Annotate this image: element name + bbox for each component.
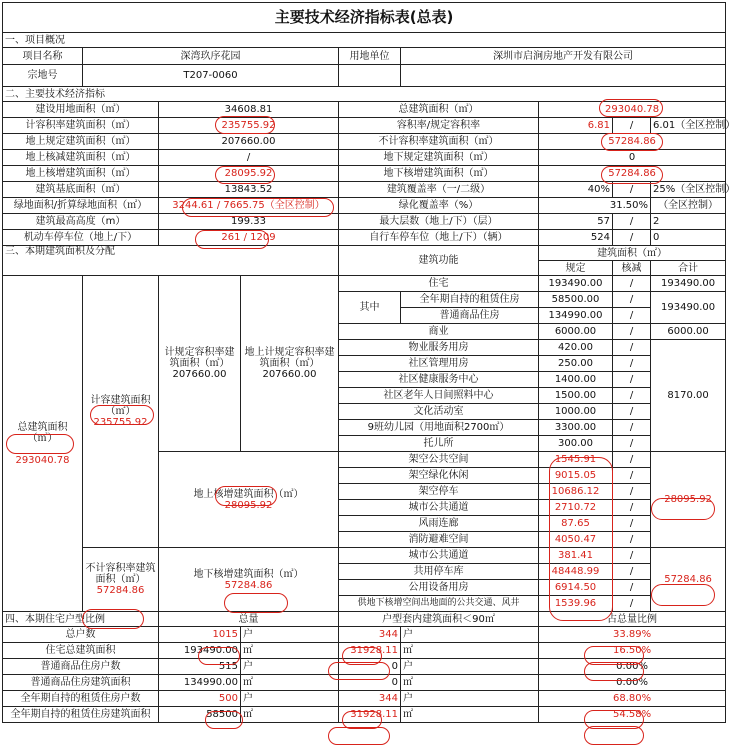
func-plan: 3300.00 — [539, 420, 613, 436]
bonus-below-value: 57284.86 — [224, 579, 273, 591]
unit-total-unit: 户 — [241, 691, 339, 707]
area-header: 建筑面积（㎡） — [539, 246, 726, 261]
unit-small: 344 — [339, 691, 401, 707]
func-plan: 6914.50 — [539, 580, 613, 596]
col-total: 合计 — [651, 261, 726, 276]
far-limit: 6.01（全区控制） — [651, 118, 726, 134]
func-name: 供地下核增空间出地面的公共交通、风井 — [339, 596, 539, 612]
func-reduce: / — [613, 404, 651, 420]
unit-ratio: 16.50% — [539, 643, 726, 659]
func-total: 28095.92 — [651, 452, 726, 548]
indicator-label: 最大层数（地上/下）（层） — [339, 214, 539, 230]
bonus-above-label: 地上核增建筑面积（㎡） — [193, 488, 304, 500]
total-area-value: 293040.78 — [15, 454, 70, 466]
func-plan: 381.41 — [539, 548, 613, 564]
func-plan: 48448.99 — [539, 564, 613, 580]
func-name: 托儿所 — [339, 436, 539, 452]
unit-total-unit: ㎡ — [241, 643, 339, 659]
indicator-label: 建设用地面积（㎡） — [3, 102, 159, 118]
indicator-value: 261 / 1209 — [159, 230, 339, 246]
plan-fa-label: 计规定容积率建筑面积（㎡） — [164, 347, 235, 369]
func-reduce: / — [613, 420, 651, 436]
func-name: 城市公共通道 — [339, 548, 539, 564]
func-plan: 2710.72 — [539, 500, 613, 516]
func-total: 57284.86 — [651, 548, 726, 612]
indicator-table — [2, 2, 735, 723]
unit-total-unit: ㎡ — [241, 675, 339, 691]
unit-small-unit: ㎡ — [401, 643, 539, 659]
func-plan: 1500.00 — [539, 388, 613, 404]
project-name: 深湾玖序花园 — [83, 48, 339, 65]
col-plan: 规定 — [539, 261, 613, 276]
indicator-label: 自行车停车位（地上/下）（辆） — [339, 230, 539, 246]
func-name: 物业服务用房 — [339, 340, 539, 356]
func-name: 架空公共空间 — [339, 452, 539, 468]
unit-small: 31928.11 — [339, 707, 401, 723]
unit-small: 0 — [339, 675, 401, 691]
land-user: 深圳市启涧房地产开发有限公司 — [401, 48, 726, 65]
indicator-label: 容积率/规定容积率 — [339, 118, 539, 134]
indicator-label: 不计容积率建筑面积（㎡） — [339, 134, 539, 150]
func-name: 消防避难空间 — [339, 532, 539, 548]
func-reduce: / — [613, 484, 651, 500]
total-area-label: 总建筑面积（㎡） — [17, 421, 68, 444]
parcel-label: 宗地号 — [3, 65, 83, 87]
coverage-sep: / — [613, 182, 651, 198]
indicator-label: 建筑基底面积（㎡） — [3, 182, 159, 198]
unit-small-unit: 户 — [401, 659, 539, 675]
func-total: 6000.00 — [651, 324, 726, 340]
func-total: 8170.00 — [651, 340, 726, 452]
func-plan: 1400.00 — [539, 372, 613, 388]
green-limit: （全区控制） — [651, 198, 726, 214]
section-overview: 一、项目概况 — [3, 33, 726, 48]
unit-total: 515 — [159, 659, 241, 675]
indicator-value: 235755.92 — [159, 118, 339, 134]
indicator-label: 地上核减建筑面积（㎡） — [3, 150, 159, 166]
table-title: 主要技术经济指标表(总表) — [3, 3, 726, 33]
func-name: 9班幼儿园（用地面积2700㎡） — [339, 420, 539, 436]
func-plan: 134990.00 — [539, 308, 613, 324]
func-header: 建筑功能 — [339, 246, 539, 276]
func-reduce: / — [613, 452, 651, 468]
indicator-label: 建筑覆盖率（一/二级） — [339, 182, 539, 198]
func-name: 架空绿化休闲 — [339, 468, 539, 484]
project-name-label: 项目名称 — [3, 48, 83, 65]
indicator-label: 计容积率建筑面积（㎡） — [3, 118, 159, 134]
highlight-oval — [328, 727, 390, 745]
unit-total-unit: 户 — [241, 627, 339, 643]
func-reduce: / — [613, 340, 651, 356]
func-name: 普通商品住房 — [401, 308, 539, 324]
indicator-label: 地下核增建筑面积（㎡） — [339, 166, 539, 182]
func-reduce: / — [613, 532, 651, 548]
unit-total-unit: 户 — [241, 659, 339, 675]
bike-sep: / — [613, 230, 651, 246]
func-reduce: / — [613, 372, 651, 388]
func-plan: 58500.00 — [539, 292, 613, 308]
unit-ratio: 54.58% — [539, 707, 726, 723]
func-plan: 10686.12 — [539, 484, 613, 500]
far-value: 6.81 — [539, 118, 613, 134]
func-total: 193490.00 — [651, 276, 726, 292]
fa-value: 235755.92 — [93, 417, 148, 428]
unit-total: 1015 — [159, 627, 241, 643]
indicator-label: 总建筑面积（㎡） — [339, 102, 539, 118]
func-total: 193490.00 — [651, 292, 726, 324]
unit-total: 193490.00 — [159, 643, 241, 659]
func-plan: 1539.96 — [539, 596, 613, 612]
unit-row-name: 总户数 — [3, 627, 159, 643]
unit-small-unit: 户 — [401, 627, 539, 643]
bonus-above-value: 28095.92 — [224, 499, 273, 511]
func-reduce: / — [613, 564, 651, 580]
above-label: 地上计规定容积率建筑面积（㎡） — [244, 347, 335, 369]
nonfa-value: 57284.86 — [96, 585, 145, 596]
bike-above: 524 — [539, 230, 613, 246]
indicator-label: 地上规定建筑面积（㎡） — [3, 134, 159, 150]
nonfa-label: 不计容积率建筑面积（㎡） — [85, 563, 156, 585]
indicator-label: 绿地面积/折算绿地面积（㎡） — [3, 198, 159, 214]
indicator-value: 207660.00 — [159, 134, 339, 150]
unit-total: 134990.00 — [159, 675, 241, 691]
func-name: 共用停车库 — [339, 564, 539, 580]
unit-row-name: 全年期自持的租赁住房建筑面积 — [3, 707, 159, 723]
func-plan: 1000.00 — [539, 404, 613, 420]
indicator-label: 机动车停车位（地上/下） — [3, 230, 159, 246]
highlight-oval — [584, 726, 644, 745]
qizhong-label: 其中 — [339, 292, 401, 324]
unit-small: 344 — [339, 627, 401, 643]
land-user-label: 用地单位 — [339, 48, 401, 65]
indicator-value: 34608.81 — [159, 102, 339, 118]
func-plan: 250.00 — [539, 356, 613, 372]
func-name: 架空停车 — [339, 484, 539, 500]
indicator-value: 199.33 — [159, 214, 339, 230]
unit-total-unit: ㎡ — [241, 707, 339, 723]
indicator-value: 57284.86 — [539, 166, 726, 182]
unit-ratio: 33.89% — [539, 627, 726, 643]
func-reduce: / — [613, 468, 651, 484]
indicator-label: 地下规定建筑面积（㎡） — [339, 150, 539, 166]
indicator-label: 建筑最高高度（m） — [3, 214, 159, 230]
func-plan: 4050.47 — [539, 532, 613, 548]
indicator-value: 293040.78 — [539, 102, 726, 118]
unit-ratio: 0.00% — [539, 675, 726, 691]
section-indicators: 二、主要技术经济指标 — [3, 87, 726, 102]
unit-row-name: 普通商品住房户数 — [3, 659, 159, 675]
func-plan: 6000.00 — [539, 324, 613, 340]
unit-row-name: 全年期自持的租赁住房户数 — [3, 691, 159, 707]
func-name: 文化活动室 — [339, 404, 539, 420]
func-reduce: / — [613, 548, 651, 564]
indicator-label: 地上核增建筑面积（㎡） — [3, 166, 159, 182]
func-name: 住宅 — [339, 276, 539, 292]
indicator-value: 3244.61 / 7665.75（全区控制） — [159, 198, 339, 214]
func-reduce: / — [613, 324, 651, 340]
unit-total: 58500 — [159, 707, 241, 723]
far-sep: / — [613, 118, 651, 134]
section-allocation: 三、本期建筑面积及分配 — [3, 246, 339, 276]
indicator-label: 绿化覆盖率（%） — [339, 198, 539, 214]
func-plan: 87.65 — [539, 516, 613, 532]
unit-small: 31928.11 — [339, 643, 401, 659]
bonus-below-label: 地下核增建筑面积（㎡） — [193, 568, 304, 580]
func-reduce: / — [613, 292, 651, 308]
units-col-ratio: 占总量比例 — [539, 612, 726, 627]
func-plan: 1545.91 — [539, 452, 613, 468]
func-reduce: / — [613, 500, 651, 516]
func-name: 社区老年人日间照料中心 — [339, 388, 539, 404]
func-reduce: / — [613, 388, 651, 404]
func-name: 全年期自持的租赁住房 — [401, 292, 539, 308]
coverage-limit: 25%（全区控制） — [651, 182, 726, 198]
func-reduce: / — [613, 436, 651, 452]
unit-ratio: 0.00% — [539, 659, 726, 675]
plan-fa-value: 207660.00 — [172, 369, 227, 380]
floors-below: 2 — [651, 214, 726, 230]
above-value: 207660.00 — [262, 369, 317, 380]
func-plan: 9015.05 — [539, 468, 613, 484]
func-plan: 193490.00 — [539, 276, 613, 292]
floors-sep: / — [613, 214, 651, 230]
func-reduce: / — [613, 596, 651, 612]
units-col-total: 总量 — [159, 612, 339, 627]
coverage-value: 40% — [539, 182, 613, 198]
func-name: 商业 — [339, 324, 539, 340]
func-reduce: / — [613, 276, 651, 292]
indicator-value: / — [159, 150, 339, 166]
unit-small-unit: ㎡ — [401, 675, 539, 691]
func-name: 社区健康服务中心 — [339, 372, 539, 388]
bike-below: 0 — [651, 230, 726, 246]
indicator-sheet — [2, 2, 735, 748]
green-value: 31.50% — [539, 198, 651, 214]
col-reduce: 核减 — [613, 261, 651, 276]
func-plan: 300.00 — [539, 436, 613, 452]
indicator-value: 13843.52 — [159, 182, 339, 198]
func-plan: 420.00 — [539, 340, 613, 356]
units-col-small: 户型套内建筑面积＜90㎡ — [339, 612, 539, 627]
section-units: 四、本期住宅户型比例 — [3, 612, 159, 627]
unit-small-unit: ㎡ — [401, 707, 539, 723]
indicator-value: 28095.92 — [159, 166, 339, 182]
unit-total: 500 — [159, 691, 241, 707]
indicator-value: 0 — [539, 150, 726, 166]
parcel: T207-0060 — [83, 65, 339, 87]
func-reduce: / — [613, 356, 651, 372]
unit-row-name: 普通商品住房建筑面积 — [3, 675, 159, 691]
unit-row-name: 住宅总建筑面积 — [3, 643, 159, 659]
func-reduce: / — [613, 516, 651, 532]
func-name: 城市公共通道 — [339, 500, 539, 516]
unit-small-unit: 户 — [401, 691, 539, 707]
func-name: 社区管理用房 — [339, 356, 539, 372]
unit-ratio: 68.80% — [539, 691, 726, 707]
func-name: 风雨连廊 — [339, 516, 539, 532]
func-reduce: / — [613, 308, 651, 324]
func-name: 公用设备用房 — [339, 580, 539, 596]
indicator-value: 57284.86 — [539, 134, 726, 150]
unit-small: 0 — [339, 659, 401, 675]
floors-above: 57 — [539, 214, 613, 230]
fa-label: 计容建筑面积（㎡） — [90, 395, 151, 417]
func-reduce: / — [613, 580, 651, 596]
